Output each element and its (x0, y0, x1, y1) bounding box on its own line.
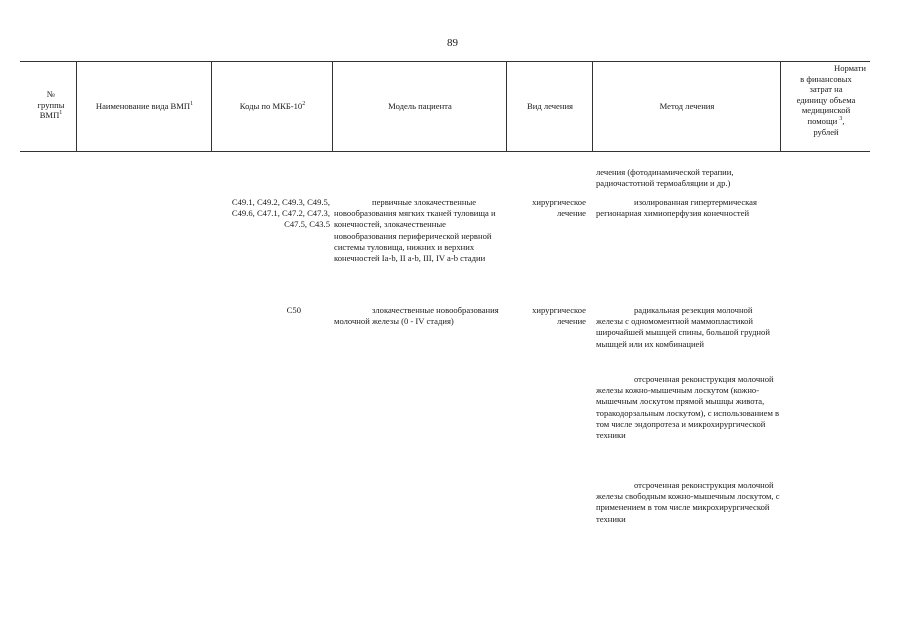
row2-method-2: отсроченная реконструкция молочной железы кожно-мышечным лоскутом (кожно-мышечным лоскутом прямой мышцы живота, торакодорзальным лоскутом), с использованием в том числе эндопротеза и микрохирургической техники (596, 374, 780, 441)
row2-treatment-type: хирургическое лечение (532, 305, 586, 327)
row2-method-3: отсроченная реконструкция молочной железы свободным кожно-мышечным лоскутом, с применением в том числе микрохирургической техники (596, 480, 780, 524)
col-divider-4 (506, 62, 507, 152)
row1-patient-model: первичные злокачественные новообразования мягких тканей туловища и конечностей, злокачественные новообразования периферической нервной системы туловища, нижних и верхних конечностей Ia-b, II a-b, III, IV a-b стадии (334, 197, 496, 264)
row1-icd-codes: C49.1, C49.2, C49.3, C49.5, C49.6, C47.1, C47.2, C47.3, C47.5, C43.5 (231, 197, 330, 230)
header-bottom-rule (20, 151, 870, 152)
row2-icd-codes: C50 (286, 305, 301, 315)
header-icd-codes: Коды по МКБ-$10^2$ (239, 101, 306, 111)
row2-patient-model: злокачественные новообразования молочной железы (0 - IV стадия) (334, 305, 499, 327)
row1-treatment-type: хирургическое лечение (532, 197, 586, 219)
header-financial-norm: Нормати в финансовых затрат на единицу объема медицинской помощи $^3$, рублей (796, 63, 866, 137)
header-treatment-type: Вид лечения (526, 101, 574, 111)
method-continuation: лечения (фотодинамической терапии, радиочастотной термоабляции и др.) (596, 167, 734, 189)
row2-method-1: радикальная резекция молочной железы с одномоментной маммопластикой широчайшей мышцей спины, большой грудной мышцей или их комбинацией (596, 305, 770, 349)
header-patient-model: Модель пациента (388, 101, 452, 111)
col-divider-3 (332, 62, 333, 152)
header-top-rule (20, 61, 870, 62)
header-group-number: № группы ВМП$^1$ (37, 89, 65, 121)
row1-treatment-method: изолированная гипертермическая регионарная химиоперфузия конечностей (596, 197, 757, 219)
col-divider-2 (211, 62, 212, 152)
col-divider-5 (592, 62, 593, 152)
col-divider-6 (780, 62, 781, 152)
col-divider-1 (76, 62, 77, 152)
header-vmp-name: Наименование вида ВМП$^1$ (95, 101, 194, 111)
header-treatment-method: Метод лечения (659, 101, 715, 111)
page-number: 89 (447, 37, 458, 49)
